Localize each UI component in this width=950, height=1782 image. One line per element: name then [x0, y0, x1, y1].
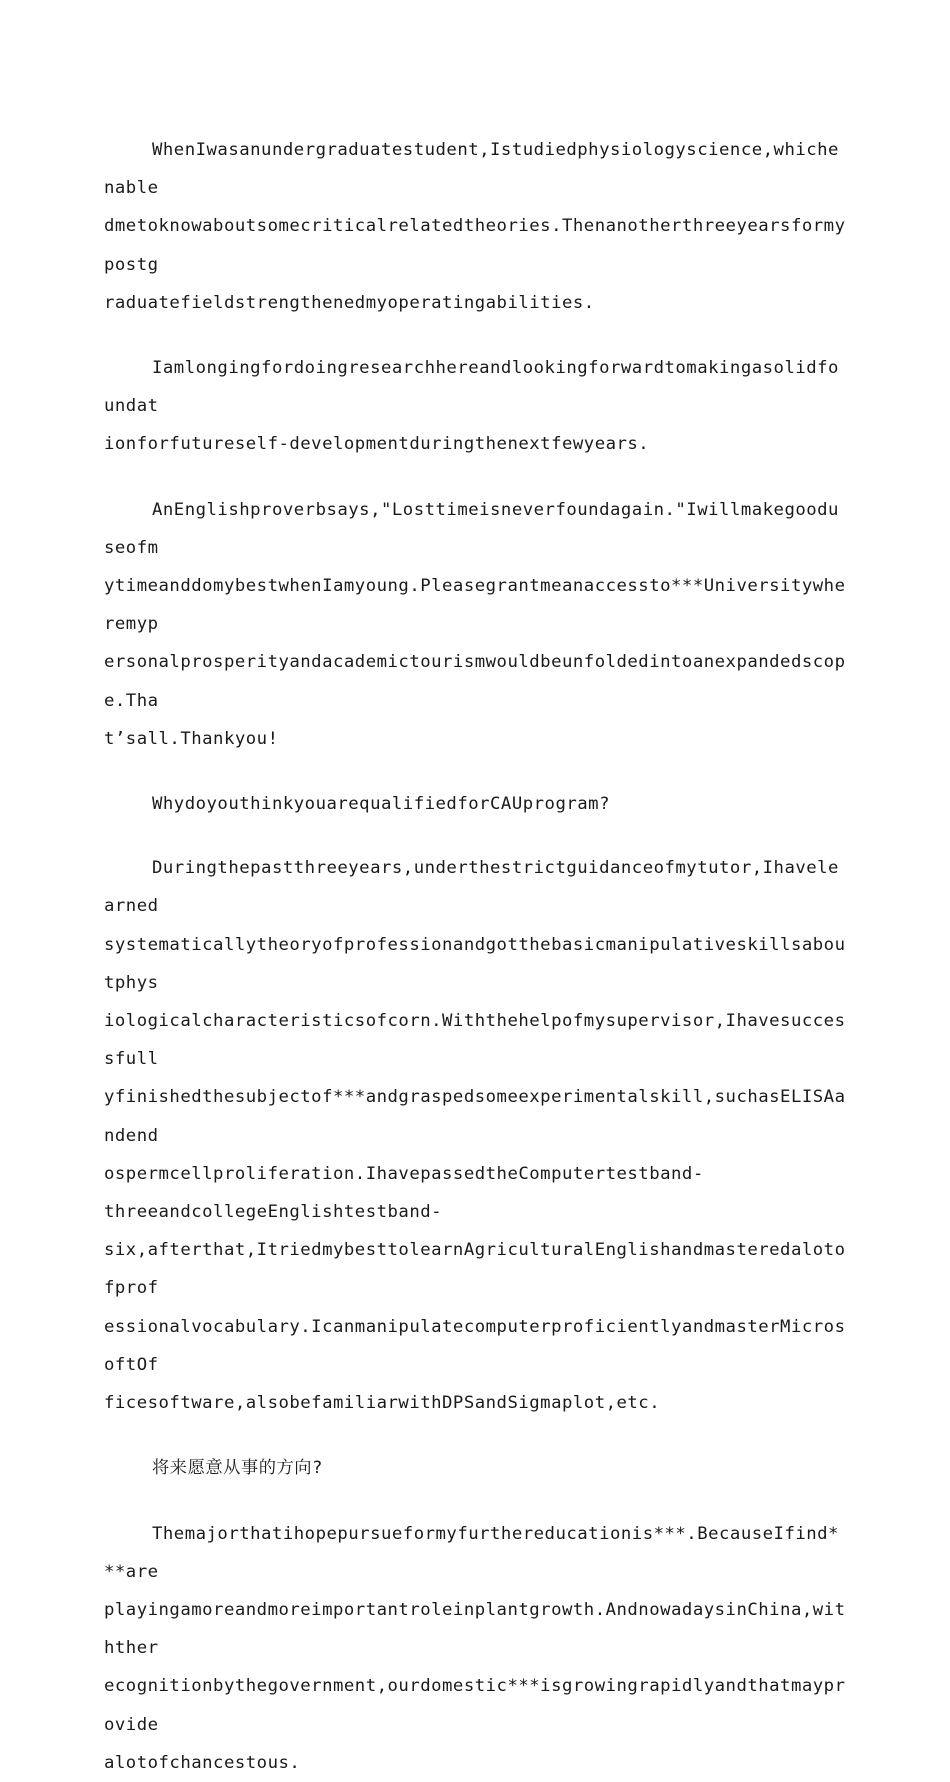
paragraph-research-goal: Iamlongingfordoingresearchhereandlookingforwardtomakingasolidfoundat ionforfutureself-developmentduringthenextfewyears.: [104, 358, 839, 455]
paragraph-proverb-closing: AnEnglishproverbsays,"Losttimeisneverfoundagain."Iwillmakegooduseofm ytimeanddomybestwhenIamyoung.Pleasegrantmeanaccessto***Universitywheremyp ersonalprosperityandacademictourismwouldbeunfoldedintoanexpandedscope.Tha t’sall.Thankyou!: [104, 499, 846, 749]
question-future-direction: 将来愿意从事的方向?: [152, 1458, 323, 1479]
paragraph-future-direction-answer: Themajorthatihopepursueformyfurthereducationis***.BecauseIfind***are playingamoreandmoreimportantroleinplantgrowth.AndnowadaysinChina,withther ecognitionbythegovernment,ourdomestic***isgrowingrapidlyandthatmayprovide alotofchancestous.: [104, 1523, 846, 1773]
document-body: [104, 131, 846, 1782]
paragraph-qualification-answer: Duringthepastthreeyears,underthestrictguidanceofmytutor,Ihavelearned systematicallytheoryofprofessionandgotthebasicmanipulativeskillsaboutphys iologicalcharacteristicsofcorn.Withthehelpofmysupervisor,Ihavesuccessfull yfinishedthesubjectof***andgraspedsomeexperimentalskill,suchasELISAandend ospermcellproliferation.IhavepassedtheComputertestband- threeandcollegeEnglishtestband- six,afterthat,ItriedmybesttolearnAgriculturalEnglishandmasteredalotofprof essionalvocabulary.IcanmanipulatecomputerproficientlyandmasterMicrosoftOf ficesoftware,alsobefamiliarwithDPSandSigmaplot,etc.: [104, 858, 846, 1414]
paragraph-undergraduate-background: WhenIwasanundergraduatestudent,Istudiedphysiologyscience,whichenable dmetoknowaboutsomecriticalrelatedtheories.Thenanotherthreeyearsformypostg raduatefieldstrengthenedmyoperatingabilities.: [104, 140, 846, 313]
question-qualification: WhydoyouthinkyouarequalifiedforCAUprogram?: [152, 794, 610, 815]
